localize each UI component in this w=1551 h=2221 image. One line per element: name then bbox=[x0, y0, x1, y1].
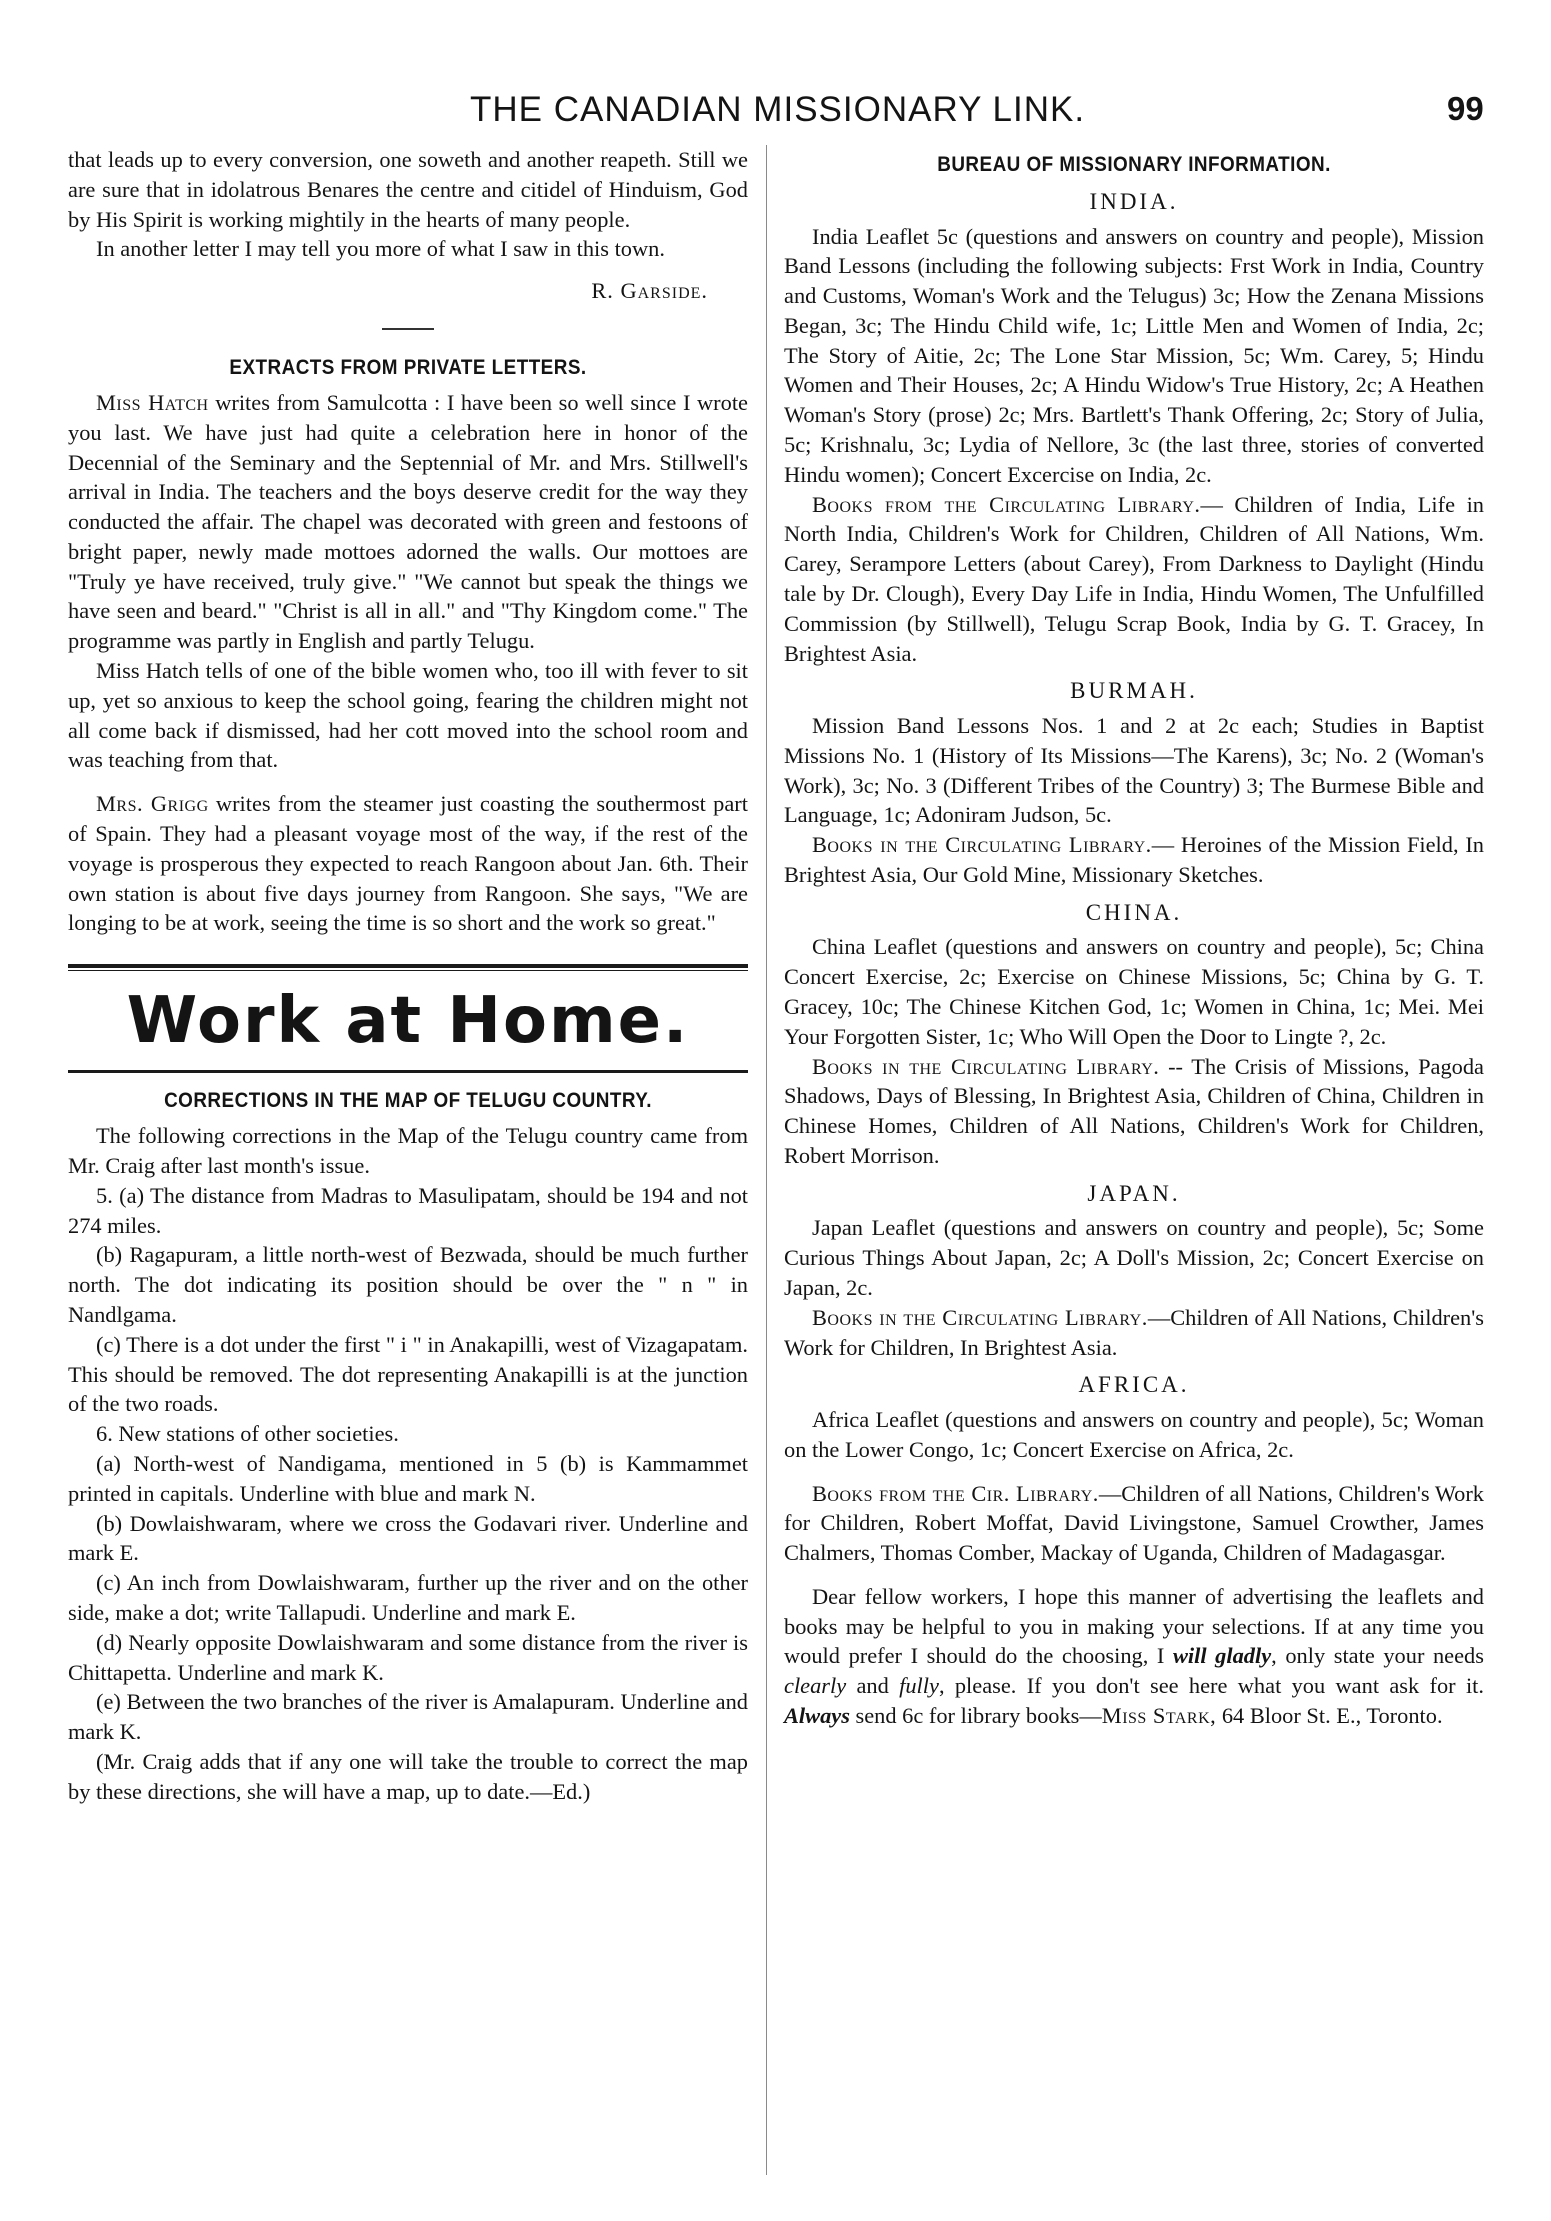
closing-always: Always bbox=[784, 1703, 850, 1729]
india-library-label: Books from the Circulating Library. bbox=[812, 491, 1201, 517]
japan-library-books bbox=[784, 1303, 1484, 1363]
india-leaflets: India Leaflet 5c (questions and answers on country and people), Mission Band Lessons (including the following subjects: Frst Work in India, Country and Customs, Woman's Work and the Telugus) 3c; How the Zenana Missions Began, 3c; The Hindu Child wife, 1c; Little Men and Women of India, 2c; The Story of Aitie, 2c; The Lone Star Mission, 5c; Wm. Carey, 5; Hindu Women and Their Houses, 2c; A Hindu Widow's True History, 2c; A Heathen Woman's Story (prose) 2c; Mrs. Bartlett's Thank Offering, 2c; Story of Julia, 5c; Krishnalu, 3c; Lydia of Nellore, 3c (the last three, stories of converted Hindu women); Concert Excercise on India, 2c. bbox=[784, 223, 1484, 487]
column-divider bbox=[766, 145, 767, 2175]
india-section-title: INDIA. bbox=[1089, 188, 1179, 214]
correction-6a: (a) North-west of Nandigama, mentioned in 5 (b) is Kammammet printed in capitals. Underline with blue and mark N. bbox=[68, 1451, 748, 1506]
grigg-letter bbox=[68, 789, 748, 938]
china-library-list: -- The Crisis of Missions, Pagoda Shadows, Days of Blessing, In Brightest Asia, Children of China, Children in Chinese Homes, Children of All Nations, Children's Work for Children, Robert Morrison. bbox=[784, 1053, 1484, 1168]
left-column bbox=[68, 145, 748, 1807]
closing-note bbox=[784, 1582, 1484, 1731]
burmah-library-label: Books in the Circulating Library. bbox=[812, 832, 1152, 858]
africa-section-title: AFRICA. bbox=[1078, 1372, 1190, 1398]
burmah-section-title: BURMAH. bbox=[1070, 678, 1198, 704]
corrections-heading: CORRECTIONS IN THE MAP OF TELUGU COUNTRY. bbox=[164, 1089, 652, 1113]
closing-text-4: , please. If you don't see here what you want ask for it. bbox=[938, 1673, 1484, 1699]
grigg-letter-text: writes from the steamer just coasting the southermost part of Spain. They had a pleasant voyage most of the way, if the rest of the voyage is prosperous they expected to reach Rangoon about Jan. 6th. Their own station is about five days journey from Rangoon. She says, "We are longing to be at work, seeing the time is so short and the work so great." bbox=[68, 791, 748, 936]
section-divider bbox=[382, 328, 434, 330]
author-signature: R. Garside. bbox=[591, 278, 708, 304]
africa-library-books bbox=[784, 1479, 1484, 1568]
correction-6e: (e) Between the two branches of the river is Amalapuram. Underline and mark K. bbox=[68, 1689, 748, 1745]
india-library-books bbox=[784, 490, 1484, 669]
closing-address: 64 Bloor St. E., Toronto. bbox=[1216, 1703, 1443, 1729]
corrections-intro: The following corrections in the Map of the Telugu country came from Mr. Craig after last month's issue. bbox=[68, 1123, 748, 1179]
burmah-library-list: — Heroines of the Mission Field, In Brightest Asia, Our Gold Mine, Missionary Sketches. bbox=[784, 832, 1484, 888]
hatch-name: Miss Hatch bbox=[96, 389, 209, 415]
hatch-bible-women: Miss Hatch tells of one of the bible women who, too ill with fever to sit up, yet so anxious to keep the school going, fearing the children might not all come back if dismissed, had her cott moved into the school room and was teaching from that. bbox=[68, 658, 748, 773]
running-header bbox=[0, 90, 1551, 134]
editor-note: (Mr. Craig adds that if any one will take the trouble to correct the map by these directions, she will have a map, up to date.—Ed.) bbox=[68, 1749, 748, 1804]
japan-leaflets: Japan Leaflet (questions and answers on country and people), 5c; Some Curious Things About Japan, 2c; A Doll's Mission, 2c; Concert Exercise on Japan, 2c. bbox=[784, 1215, 1484, 1300]
japan-section-title: JAPAN. bbox=[1087, 1180, 1181, 1206]
closing-text-2: , only state your needs bbox=[1271, 1643, 1484, 1669]
correction-5b: (b) Ragapuram, a little north-west of Bezwada, should be much further north. The dot indicating its position should be over the " n " in Nandlgama. bbox=[68, 1242, 748, 1328]
closing-clearly: clearly bbox=[784, 1673, 847, 1699]
work-at-home-banner: Work at Home. bbox=[126, 984, 690, 1059]
bureau-heading: BUREAU OF MISSIONARY INFORMATION. bbox=[937, 153, 1331, 176]
correction-5a: 5. (a) The distance from Madras to Masulipatam, should be 194 and not 274 miles. bbox=[68, 1182, 748, 1238]
closing-contact-name: Miss Stark, bbox=[1101, 1703, 1217, 1729]
africa-leaflets: Africa Leaflet (questions and answers on country and people), 5c; Woman on the Lower Congo, 1c; Concert Exercise on Africa, 2c. bbox=[784, 1406, 1484, 1462]
africa-library-label: Books from the Cir. Library. bbox=[812, 1480, 1099, 1506]
correction-6b: (b) Dowlaishwaram, where we cross the Godavari river. Underline and mark E. bbox=[68, 1510, 748, 1566]
extracts-heading: EXTRACTS FROM PRIVATE LETTERS. bbox=[229, 355, 587, 379]
africa-library-list: —Children of all Nations, Children's Work for Children, Robert Moffat, David Livingstone, Samuel Crowther, James Chalmers, Thomas Comber, Mackay of Uganda, Children of Madagasgar. bbox=[784, 1480, 1485, 1566]
correction-6: 6. New stations of other societies. bbox=[96, 1421, 399, 1447]
article-continuation: that leads up to every conversion, one soweth and another reapeth. Still we are sure that in idolatrous Benares the centre and citidel of Hinduism, God by His Spirit is working mightily in the hearts of many people. bbox=[68, 147, 748, 232]
page-number: 99 bbox=[1447, 90, 1484, 127]
china-library-books bbox=[784, 1052, 1484, 1171]
closing-text-5: send 6c for library books— bbox=[849, 1703, 1102, 1729]
hatch-letter bbox=[68, 388, 748, 656]
right-column bbox=[784, 145, 1484, 1731]
burmah-library-books bbox=[784, 830, 1484, 890]
china-leaflets: China Leaflet (questions and answers on country and people), 5c; China Concert Exercise, 2c; Exercise on Chinese Missions, 5c; China by G. T. Gracey, 10c; The Chinese Kitchen God, 1c; Women in China, 1c; Mei. Mei Your Forgotten Sister, 1c; Who Will Open the Door to Lingte ?, 2c. bbox=[784, 934, 1484, 1049]
burmah-leaflets: Mission Band Lessons Nos. 1 and 2 at 2c each; Studies in Baptist Missions No. 1 (History of Its Missions—The Karens), 3c; No. 2 (Woman's Work), 3c; No. 3 (Different Tribes of the Country) 3; The Burmese Bible and Language, 1c; Adoniram Judson, 5c. bbox=[784, 713, 1484, 828]
closing-fully: fully bbox=[899, 1673, 939, 1699]
correction-6d: (d) Nearly opposite Dowlaishwaram and some distance from the river is Chittapetta. Underline and mark K. bbox=[68, 1629, 748, 1685]
japan-library-label: Books in the Circulating Library. bbox=[812, 1304, 1148, 1330]
correction-5c: (c) There is a dot under the first " i " in Anakapilli, west of Vizagapatam. This should be removed. The dot representing Anakapilli is at the junction of the two roads. bbox=[68, 1331, 748, 1417]
china-section-title: CHINA. bbox=[1085, 899, 1183, 925]
closing-will-gladly: will gladly bbox=[1172, 1643, 1272, 1669]
correction-6c: (c) An inch from Dowlaishwaram, further up the river and on the other side, make a dot; write Tallapudi. Underline and mark E. bbox=[68, 1570, 748, 1626]
article-continuation-2: In another letter I may tell you more of what I saw in this town. bbox=[96, 236, 665, 262]
india-library-list: — Children of India, Life in North India, Children's Work for Children, Children of All Nations, Wm. Carey, Serampore Letters (about Carey), From Darkness to Daylight (Hindu tale by Dr. Clough), Every Day Life in India, Hindu Women, The Unfulfilled Commission (by Stillwell), Telugu Scrap Book, India by G. T. Gracey, In Brightest Asia. bbox=[784, 491, 1484, 666]
banner-rule-bottom bbox=[68, 1070, 748, 1073]
grigg-name: Mrs. Grigg bbox=[96, 791, 209, 817]
banner-rule-top bbox=[68, 964, 748, 968]
closing-text-3: and bbox=[846, 1673, 900, 1699]
japan-library-list: —Children of All Nations, Children's Work for Children, In Brightest Asia. bbox=[784, 1304, 1484, 1360]
hatch-letter-text: writes from Samulcotta : I have been so well since I wrote you last. We have just had quite a celebration here in honor of the Decennial of the Seminary and the Septennial of Mr. and Mrs. Stillwell's arrival in India. The teachers and the boys deserve credit for the way they conducted the affair. The chapel was decorated with green and festoons of bright paper, newly made mottoes adorned the walls. Our mottoes are "Truly ye have received, truly give." "We cannot but speak the things we have seen and beard." "Christ is all in all." and "Thy Kingdom come." The programme was partly in English and partly Telugu. bbox=[68, 389, 748, 654]
china-library-label: Books in the Circulating Library. bbox=[812, 1053, 1160, 1079]
publication-title: THE CANADIAN MISSIONARY LINK. bbox=[470, 90, 1086, 129]
banner-rule-top-thin bbox=[68, 970, 748, 971]
closing-text-1: Dear fellow workers, I hope this manner of advertising the leaflets and books may be helpful to you in making your selections. If at any time you would prefer I should do the choosing, I bbox=[784, 1583, 1484, 1669]
